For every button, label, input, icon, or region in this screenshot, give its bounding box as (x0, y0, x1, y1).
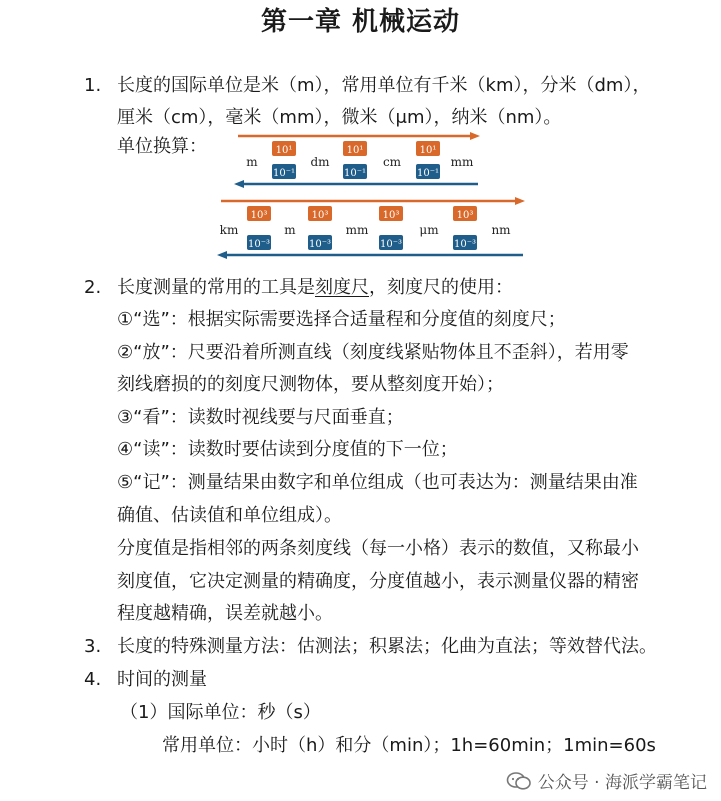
diagram-large-unit-1: m (284, 223, 296, 237)
step-place-line-1: ②“放”：尺要沿着所测直线（刻度线紧贴物体且不歪斜），若用零 (117, 342, 629, 363)
item-number-3: 3. (84, 636, 102, 657)
item-2-line (117, 275, 513, 301)
step-select: ①“选”：根据实际需要选择合适量程和分度值的刻度尺； (117, 309, 566, 330)
diagram-large-unit-0: km (219, 223, 239, 237)
diagram-large-down-label-2: 10⁻³ (379, 239, 403, 250)
diagram-large-up-label-2: 10³ (382, 210, 400, 221)
chapter-title: 第一章 机械运动 (260, 7, 461, 37)
diagram-small-up-label-0: 10¹ (275, 145, 293, 156)
diagram-small-up-label-1: 10¹ (346, 145, 364, 156)
item-number-4: 4. (84, 669, 102, 690)
diagram-large-unit-3: μm (419, 223, 439, 237)
diagram-large-up-label-3: 10³ (456, 210, 474, 221)
diagram-small-down-label-2: 10⁻¹ (416, 168, 440, 179)
diagram-large-down-label-1: 10⁻³ (308, 239, 332, 250)
step-record-line-1: ⑤“记”：测量结果由数字和单位组成（也可表达为：测量结果由准 (117, 472, 638, 493)
step-look: ③“看”：读数时视线要与尺面垂直； (117, 407, 404, 428)
ruler-term: 刻度尺 (315, 277, 369, 298)
item-number-1: 1. (84, 75, 102, 96)
diagram-small-down-label-0: 10⁻¹ (272, 168, 296, 179)
scale-division-para-1: 分度值是指相邻的两条刻度线（每一小格）表示的数值，又称最小 (117, 538, 639, 559)
item-2-prefix: 长度测量的常用的工具是 (117, 277, 315, 298)
unit-conversion-diagram-small (232, 132, 482, 190)
item-3-line: 长度的特殊测量方法：估测法；积累法；化曲为直法；等效替代法。 (117, 636, 657, 657)
watermark-text: 公众号 · 海派学霸笔记 (537, 773, 707, 793)
diagram-large-down-label-3: 10⁻³ (453, 239, 477, 250)
diagram-small-unit-0: m (246, 155, 258, 169)
wechat-icon (506, 771, 532, 791)
item-2-suffix: ，刻度尺的使用： (369, 277, 513, 298)
diagram-small-unit-1: dm (310, 155, 330, 169)
step-read: ④“读”：读数时要估读到分度值的下一位； (117, 439, 458, 460)
step-place-line-2: 刻线磨损的的刻度尺测物体，要从整刻度开始）； (117, 374, 504, 395)
diagram-large-bottom-arrow-head (217, 251, 227, 259)
diagram-small-bottom-arrow-head (234, 180, 244, 188)
diagram-large-unit-2: mm (345, 223, 369, 237)
diagram-small-top-arrow-head (470, 132, 480, 140)
diagram-large-up-label-1: 10³ (311, 210, 329, 221)
scale-division-para-3: 程度越精确，误差就越小。 (117, 603, 333, 624)
item-number-2: 2. (84, 277, 102, 298)
item-1-line-1: 长度的国际单位是米（m），常用单位有千米（km），分米（dm）， (117, 75, 651, 96)
diagram-small-unit-3: mm (450, 155, 474, 169)
item-4-sub-2: 常用单位：小时（h）和分（min）；1h=60min；1min=60s (162, 735, 656, 756)
diagram-large-top-arrow-head (515, 197, 525, 205)
diagram-small-down-label-1: 10⁻¹ (343, 168, 367, 179)
scale-division-para-2: 刻度值，它决定测量的精确度，分度值越小，表示测量仪器的精密 (117, 571, 639, 592)
step-record-line-2: 确值、估读值和单位组成）。 (117, 505, 342, 526)
diagram-small-unit-2: cm (382, 155, 402, 169)
unit-conversion-diagram-large (215, 197, 527, 261)
diagram-large-unit-4: nm (491, 223, 511, 237)
diagram-large-up-label-0: 10³ (250, 210, 268, 221)
item-1-line-2: 厘米（cm），毫米（mm），微米（μm），纳米（nm）。 (117, 107, 562, 128)
diagram-small-up-label-2: 10¹ (419, 145, 437, 156)
item-4-title: 时间的测量 (117, 669, 207, 690)
watermark (506, 768, 707, 793)
diagram-large-down-label-0: 10⁻³ (247, 239, 271, 250)
unit-conversion-label: 单位换算： (117, 136, 207, 157)
item-4-sub-1: （1）国际单位：秒（s） (120, 702, 321, 723)
